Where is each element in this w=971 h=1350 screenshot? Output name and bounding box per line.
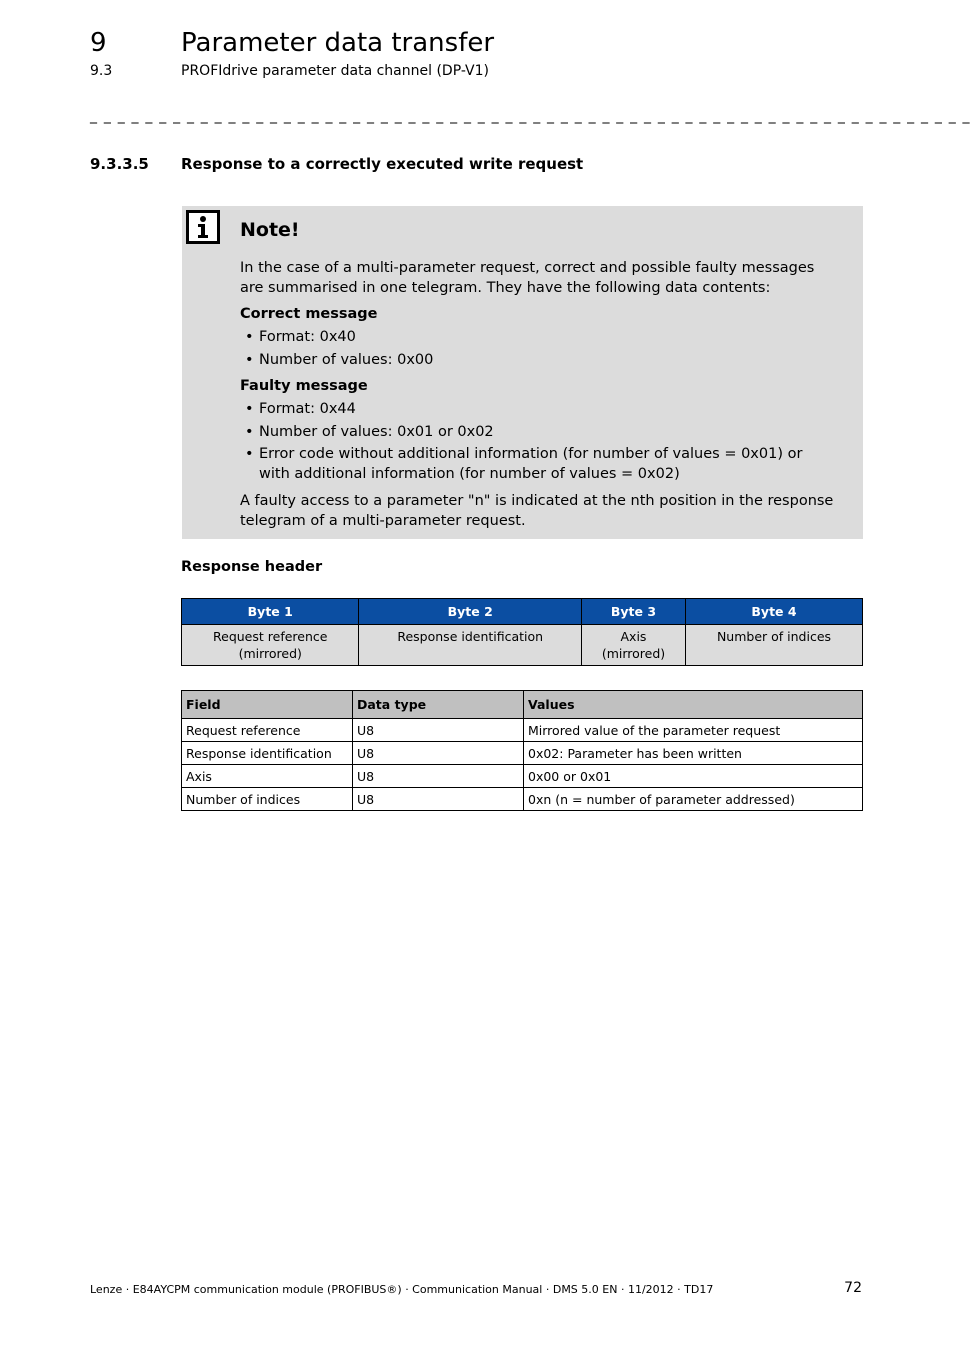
table-cell: Request reference (182, 719, 353, 742)
table-row (182, 765, 863, 788)
table-cell: U8 (353, 765, 524, 788)
table-header-cell: Field (182, 691, 353, 719)
table-cell: Axis (182, 765, 353, 788)
table-row (182, 788, 863, 811)
list-item: • Format: 0x44 (245, 401, 356, 417)
table-cell: U8 (353, 788, 524, 811)
chapter-number: 9 (90, 28, 107, 58)
bytes-table (181, 598, 863, 666)
footer-text: Lenze · E84AYCPM communication module (PROFIBUS®) · Communication Manual · DMS 5.0 EN · 11/2012 · TD17 (90, 1283, 714, 1296)
list-item: • Number of values: 0x01 or 0x02 (245, 424, 494, 440)
response-header-title: Response header (181, 559, 323, 575)
table-cell: Number of indices (182, 788, 353, 811)
table-cell: 0xn (n = number of parameter addressed) (524, 788, 863, 811)
list-item: • Error code without additional information (for number of values = 0x01) or with additional information (for number of values = 0x02) (245, 446, 803, 482)
note-heading: Note! (240, 219, 300, 241)
table-header-cell: Byte 3 (581, 599, 685, 625)
table-header-row (182, 599, 863, 625)
table-header-cell: Byte 4 (685, 599, 862, 625)
table-cell: Response identification (182, 742, 353, 765)
table-header-cell: Byte 1 (182, 599, 359, 625)
fields-table (181, 690, 863, 811)
faulty-message-title: Faulty message (240, 378, 368, 394)
table-cell: Response identification (359, 625, 582, 666)
section-title: PROFIdrive parameter data channel (DP-V1) (181, 63, 489, 79)
section-number: 9.3 (90, 63, 113, 79)
table-header-cell: Data type (353, 691, 524, 719)
note-outro: A faulty access to a parameter "n" is indicated at the nth position in the response telegram of a multi-parameter request. (240, 493, 834, 529)
table-cell: U8 (353, 742, 524, 765)
note-intro: In the case of a multi-parameter request, correct and possible faulty messages are summarised in one telegram. They have the following data contents: (240, 260, 815, 296)
table-header-cell: Byte 2 (359, 599, 582, 625)
correct-message-title: Correct message (240, 306, 378, 322)
table-cell: Axis (mirrored) (581, 625, 685, 666)
table-row (182, 742, 863, 765)
subsection-title: Response to a correctly executed write request (181, 155, 584, 173)
subsection-number: 9.3.3.5 (90, 155, 149, 173)
list-item: • Format: 0x40 (245, 329, 356, 345)
info-icon (186, 210, 220, 244)
table-cell: U8 (353, 719, 524, 742)
chapter-title: Parameter data transfer (181, 28, 495, 58)
page-number: 72 (844, 1280, 862, 1296)
table-cell: 0x00 or 0x01 (524, 765, 863, 788)
table-cell: Number of indices (685, 625, 862, 666)
table-row (182, 719, 863, 742)
table-header-row (182, 691, 863, 719)
table-header-cell: Values (524, 691, 863, 719)
note-box (182, 206, 863, 539)
table-cell: Request reference (mirrored) (182, 625, 359, 666)
table-cell: Mirrored value of the parameter request (524, 719, 863, 742)
header-separator: _ _ _ _ _ _ _ _ _ _ _ _ _ _ _ _ _ _ _ _ _ _ _ _ _ _ _ _ _ _ _ _ _ _ _ _ _ _ _ _ _ _ _ _ _ _ _ _ _ _ _ _ _ _ _ _ _ _ _ _ _ _ _ _ (90, 108, 971, 124)
list-item: • Number of values: 0x00 (245, 352, 434, 368)
table-cell: 0x02: Parameter has been written (524, 742, 863, 765)
table-row (182, 625, 863, 666)
